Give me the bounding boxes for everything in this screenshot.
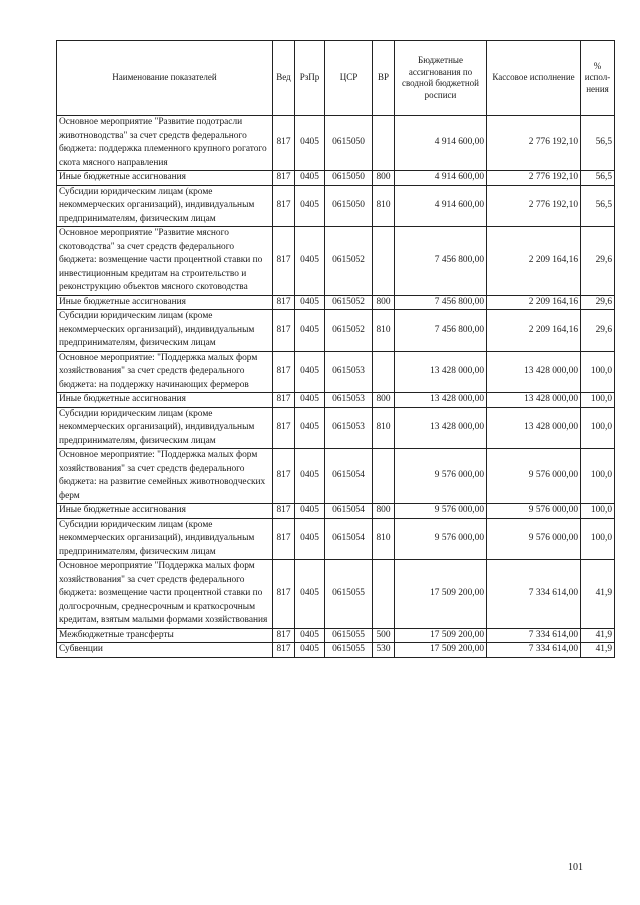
row-rzpr: 0405 [295,628,325,643]
row-execution: 9 576 000,00 [487,504,581,519]
row-percent: 29,6 [581,295,615,310]
row-vr: 530 [373,643,395,658]
row-percent: 100,0 [581,449,615,504]
row-percent: 29,6 [581,227,615,296]
table-header-row [57,41,615,116]
row-execution: 13 428 000,00 [487,393,581,408]
row-csr: 0615052 [325,310,373,352]
row-vr: 800 [373,171,395,186]
row-ved: 817 [273,227,295,296]
row-percent: 41,9 [581,628,615,643]
budget-execution-table [56,40,615,658]
row-vr: 500 [373,628,395,643]
table-row [57,518,615,560]
table-row [57,560,615,629]
row-budget: 17 509 200,00 [395,560,487,629]
row-csr: 0615054 [325,504,373,519]
row-rzpr: 0405 [295,185,325,227]
row-rzpr: 0405 [295,643,325,658]
row-budget: 13 428 000,00 [395,393,487,408]
row-csr: 0615055 [325,643,373,658]
row-percent: 56,5 [581,116,615,171]
table-row [57,185,615,227]
row-execution: 9 576 000,00 [487,518,581,560]
row-name: Основное мероприятие: "Поддержка малых форм хозяйствования" за счет средств федерального бюджета: на развитие семейных животноводческих ферм [57,449,273,504]
row-ved: 817 [273,407,295,449]
row-csr: 0615050 [325,171,373,186]
row-csr: 0615053 [325,393,373,408]
table-row [57,504,615,519]
row-name: Субсидии юридическим лицам (кроме некоммерческих организаций), индивидуальным предпринимателям, физическим лицам [57,310,273,352]
row-budget: 9 576 000,00 [395,504,487,519]
row-name: Иные бюджетные ассигнования [57,171,273,186]
row-execution: 2 776 192,10 [487,116,581,171]
row-name: Межбюджетные трансферты [57,628,273,643]
row-rzpr: 0405 [295,393,325,408]
row-percent: 41,9 [581,643,615,658]
row-csr: 0615053 [325,351,373,393]
row-name: Субсидии юридическим лицам (кроме некоммерческих организаций), индивидуальным предпринимателям, физическим лицам [57,407,273,449]
row-rzpr: 0405 [295,227,325,296]
row-ved: 817 [273,643,295,658]
row-percent: 100,0 [581,351,615,393]
row-budget: 7 456 800,00 [395,310,487,352]
table-row [57,449,615,504]
row-csr: 0615053 [325,407,373,449]
row-name: Основное мероприятие "Поддержка малых форм хозяйствования" за счет средств федерального бюджета: возмещение части процентной ставки по долгосрочным, среднесрочным и краткосрочным кредитам, взятым малыми формами хозяйствования [57,560,273,629]
row-budget: 4 914 600,00 [395,116,487,171]
row-name: Иные бюджетные ассигнования [57,393,273,408]
row-percent: 100,0 [581,504,615,519]
row-rzpr: 0405 [295,116,325,171]
col-header-ved: Вед [273,41,295,116]
row-percent: 56,5 [581,185,615,227]
row-percent: 56,5 [581,171,615,186]
row-vr [373,560,395,629]
row-name: Иные бюджетные ассигнования [57,295,273,310]
row-ved: 817 [273,628,295,643]
table-row [57,116,615,171]
table-row [57,407,615,449]
row-rzpr: 0405 [295,518,325,560]
row-ved: 817 [273,295,295,310]
row-execution: 7 334 614,00 [487,628,581,643]
row-budget: 17 509 200,00 [395,643,487,658]
row-name: Субсидии юридическим лицам (кроме некоммерческих организаций), индивидуальным предпринимателям, физическим лицам [57,518,273,560]
row-execution: 9 576 000,00 [487,449,581,504]
row-name: Иные бюджетные ассигнования [57,504,273,519]
row-ved: 817 [273,393,295,408]
col-header-csr: ЦСР [325,41,373,116]
row-execution: 7 334 614,00 [487,560,581,629]
row-vr [373,351,395,393]
row-percent: 29,6 [581,310,615,352]
row-vr: 810 [373,310,395,352]
row-ved: 817 [273,560,295,629]
row-vr: 800 [373,393,395,408]
row-name: Субсидии юридическим лицам (кроме некоммерческих организаций), индивидуальным предпринимателям, физическим лицам [57,185,273,227]
table-row [57,295,615,310]
row-rzpr: 0405 [295,504,325,519]
row-percent: 100,0 [581,518,615,560]
row-budget: 9 576 000,00 [395,518,487,560]
row-budget: 17 509 200,00 [395,628,487,643]
row-execution: 13 428 000,00 [487,351,581,393]
row-csr: 0615052 [325,295,373,310]
row-rzpr: 0405 [295,295,325,310]
row-csr: 0615054 [325,449,373,504]
row-name: Основное мероприятие "Развитие подотрасли животноводства" за счет средств федерального бюджета: поддержка племенного крупного рогатого скота мясного направления [57,116,273,171]
row-rzpr: 0405 [295,407,325,449]
row-budget: 4 914 600,00 [395,185,487,227]
col-header-name: Наименование показателей [57,41,273,116]
row-vr: 800 [373,504,395,519]
row-vr [373,449,395,504]
row-rzpr: 0405 [295,171,325,186]
table-row [57,310,615,352]
row-name: Основное мероприятие: "Поддержка малых форм хозяйствования" за счет средств федерального бюджета: на поддержку начинающих фермеров [57,351,273,393]
table-row [57,628,615,643]
table-row [57,643,615,658]
row-ved: 817 [273,518,295,560]
row-ved: 817 [273,504,295,519]
table-row [57,171,615,186]
col-header-vr: ВР [373,41,395,116]
row-percent: 100,0 [581,393,615,408]
row-vr: 810 [373,185,395,227]
row-name: Субвенции [57,643,273,658]
row-vr [373,227,395,296]
row-budget: 7 456 800,00 [395,227,487,296]
row-execution: 2 776 192,10 [487,171,581,186]
table-row [57,393,615,408]
col-header-execution: Кассовое исполнение [487,41,581,116]
row-csr: 0615050 [325,185,373,227]
table-row [57,227,615,296]
row-name: Основное мероприятие "Развитие мясного скотоводства" за счет средств федерального бюджета: возмещение части процентной ставки по инвестиционным кредитам на строительство и реконструкцию объектов мясного скотоводства [57,227,273,296]
row-percent: 100,0 [581,407,615,449]
row-execution: 2 209 164,16 [487,227,581,296]
row-rzpr: 0405 [295,351,325,393]
col-header-percent: % испол-нения [581,41,615,116]
row-execution: 2 209 164,16 [487,295,581,310]
row-rzpr: 0405 [295,310,325,352]
row-budget: 4 914 600,00 [395,171,487,186]
row-csr: 0615055 [325,628,373,643]
row-budget: 13 428 000,00 [395,351,487,393]
row-budget: 9 576 000,00 [395,449,487,504]
row-rzpr: 0405 [295,560,325,629]
row-budget: 7 456 800,00 [395,295,487,310]
row-vr [373,116,395,171]
row-csr: 0615054 [325,518,373,560]
row-execution: 7 334 614,00 [487,643,581,658]
row-ved: 817 [273,310,295,352]
row-budget: 13 428 000,00 [395,407,487,449]
row-execution: 13 428 000,00 [487,407,581,449]
row-csr: 0615050 [325,116,373,171]
row-vr: 810 [373,407,395,449]
row-ved: 817 [273,185,295,227]
row-csr: 0615055 [325,560,373,629]
col-header-budget: Бюджетные ассигнования по сводной бюджетной росписи [395,41,487,116]
col-header-rzpr: РзПр [295,41,325,116]
row-vr: 800 [373,295,395,310]
row-ved: 817 [273,449,295,504]
row-csr: 0615052 [325,227,373,296]
row-ved: 817 [273,171,295,186]
row-ved: 817 [273,351,295,393]
row-rzpr: 0405 [295,449,325,504]
row-ved: 817 [273,116,295,171]
page-number: 101 [568,862,583,873]
row-execution: 2 776 192,10 [487,185,581,227]
table-row [57,351,615,393]
row-vr: 810 [373,518,395,560]
row-execution: 2 209 164,16 [487,310,581,352]
row-percent: 41,9 [581,560,615,629]
